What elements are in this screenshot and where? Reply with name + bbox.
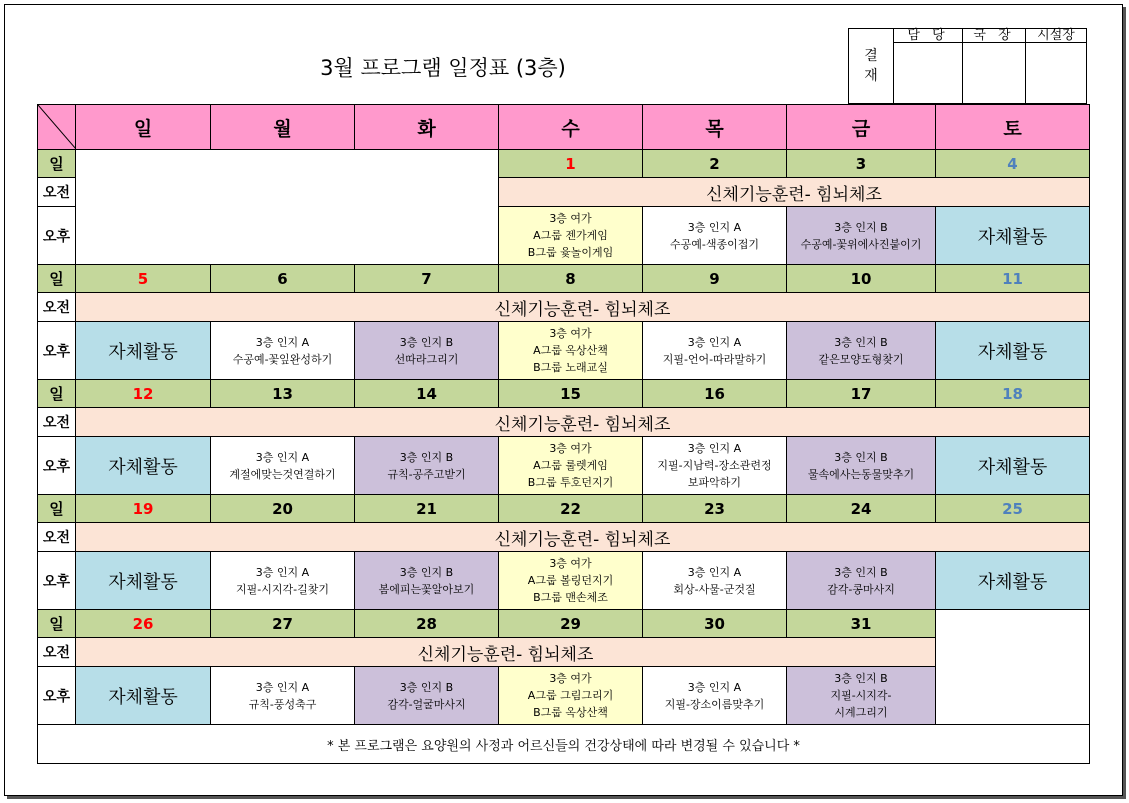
weekday-header-row: [38, 105, 1090, 150]
date-cell: 9: [643, 265, 787, 293]
row-label-day: 일: [38, 495, 76, 523]
self-activity: 자체활동: [936, 207, 1090, 265]
self-activity: 자체활동: [936, 552, 1090, 610]
pm-program-cognitive-a: 3층 인지 A 지필-시지각-길찾기: [211, 552, 355, 610]
date-cell: 12: [76, 380, 211, 408]
date-cell: 2: [643, 150, 787, 178]
pm-program-cognitive-a: 3층 인지 A 수공예-꽃잎완성하기: [211, 322, 355, 380]
row-label-am: 오전: [38, 178, 76, 207]
am-program: 신체기능훈련- 힘뇌체조: [76, 408, 1090, 437]
row-label-am: 오전: [38, 523, 76, 552]
pm-program-cognitive-a: 3층 인지 A 수공예-색종이접기: [643, 207, 787, 265]
approval-label: 결 재: [849, 29, 894, 104]
row-label-day: 일: [38, 380, 76, 408]
date-cell: 15: [499, 380, 643, 408]
pm-row: [38, 322, 1090, 380]
date-cell: 19: [76, 495, 211, 523]
weekday-sun: 일: [76, 105, 211, 150]
approval-sign-director: [963, 43, 1026, 104]
date-cell: 4: [936, 150, 1090, 178]
date-row: [38, 610, 1090, 638]
self-activity: 자체활동: [76, 437, 211, 495]
approval-sign-staff: [894, 43, 963, 104]
pm-program-leisure: 3층 여가 A그룹 옥상산책 B그룹 노래교실: [499, 322, 643, 380]
pm-program-cognitive-b: 3층 인지 B 선따라그리기: [355, 322, 499, 380]
date-cell: 8: [499, 265, 643, 293]
date-cell: 16: [643, 380, 787, 408]
date-cell: 7: [355, 265, 499, 293]
pm-program-cognitive-b: 3층 인지 B 규칙-공주고받기: [355, 437, 499, 495]
approval-box: [848, 28, 1087, 104]
pm-program-cognitive-b: 3층 인지 B 물속에사는동물맞추기: [787, 437, 936, 495]
weekday-fri: 금: [787, 105, 936, 150]
weekday-tue: 화: [355, 105, 499, 150]
date-cell: 22: [499, 495, 643, 523]
date-cell: 1: [499, 150, 643, 178]
date-cell: 29: [499, 610, 643, 638]
pm-program-cognitive-b: 3층 인지 B 감각-콩마사지: [787, 552, 936, 610]
date-cell: 30: [643, 610, 787, 638]
self-activity: 자체활동: [76, 322, 211, 380]
footer-note: * 본 프로그램은 요양원의 사정과 어르신들의 건강상태에 따라 변경될 수 있습니다 *: [38, 725, 1090, 764]
self-activity: 자체활동: [936, 437, 1090, 495]
pm-program-cognitive-b: 3층 인지 B 감각-얼굴마사지: [355, 667, 499, 725]
am-row: [38, 293, 1090, 322]
self-activity: 자체활동: [76, 667, 211, 725]
date-cell: 31: [787, 610, 936, 638]
am-program: 신체기능훈련- 힘뇌체조: [76, 638, 936, 667]
pm-program-cognitive-a: 3층 인지 A 지필-언어-따라말하기: [643, 322, 787, 380]
pm-row: [38, 552, 1090, 610]
date-cell: 11: [936, 265, 1090, 293]
footer-row: [38, 725, 1090, 764]
date-cell: 18: [936, 380, 1090, 408]
date-cell: 28: [355, 610, 499, 638]
pm-program-cognitive-a: 3층 인지 A 지필-장소이름맞추기: [643, 667, 787, 725]
pm-row: [38, 667, 1090, 725]
date-cell: 26: [76, 610, 211, 638]
pm-program-cognitive-b: 3층 인지 B 수공예-꽃위에사진붙이기: [787, 207, 936, 265]
date-cell: 25: [936, 495, 1090, 523]
date-cell: 17: [787, 380, 936, 408]
am-program: 신체기능훈련- 힘뇌체조: [76, 523, 1090, 552]
row-label-day: 일: [38, 610, 76, 638]
row-label-day: 일: [38, 150, 76, 178]
pm-program-cognitive-b: 3층 인지 B 봄에피는꽃알아보기: [355, 552, 499, 610]
date-cell: 24: [787, 495, 936, 523]
row-label-day: 일: [38, 265, 76, 293]
date-cell: 6: [211, 265, 355, 293]
date-row: [38, 380, 1090, 408]
page-title: 3월 프로그램 일정표 (3층): [320, 56, 566, 80]
self-activity: 자체활동: [936, 322, 1090, 380]
date-cell: 20: [211, 495, 355, 523]
row-label-pm: 오후: [38, 667, 76, 725]
empty-cell: [936, 610, 1090, 725]
row-label-pm: 오후: [38, 322, 76, 380]
pm-program-cognitive-b: 3층 인지 B 같은모양도형찾기: [787, 322, 936, 380]
pm-program-cognitive-b: 3층 인지 B 지필-시지각- 시계그리기: [787, 667, 936, 725]
date-cell: 23: [643, 495, 787, 523]
pm-program-cognitive-a: 3층 인지 A 지필-지남력-장소관련정 보파악하기: [643, 437, 787, 495]
approval-sign-head: [1026, 43, 1087, 104]
pm-program-leisure: 3층 여가 A그룹 젠가게임 B그룹 윷놀이게임: [499, 207, 643, 265]
pm-program-cognitive-a: 3층 인지 A 회상-사물-군것질: [643, 552, 787, 610]
row-label-am: 오전: [38, 638, 76, 667]
date-cell: 14: [355, 380, 499, 408]
pm-program-leisure: 3층 여가 A그룹 그림그리기 B그룹 옥상산책: [499, 667, 643, 725]
weekday-thu: 목: [643, 105, 787, 150]
am-program: 신체기능훈련- 힘뇌체조: [76, 293, 1090, 322]
am-program: 신체기능훈련- 힘뇌체조: [499, 178, 1090, 207]
date-cell: 13: [211, 380, 355, 408]
pm-program-cognitive-a: 3층 인지 A 계절에맞는것연결하기: [211, 437, 355, 495]
row-label-pm: 오후: [38, 207, 76, 265]
am-row: [38, 523, 1090, 552]
approval-role-director: 국 장: [963, 29, 1026, 43]
weekday-wed: 수: [499, 105, 643, 150]
weekday-sat: 토: [936, 105, 1090, 150]
row-label-am: 오전: [38, 293, 76, 322]
approval-role-staff: 담 당: [894, 29, 963, 43]
date-cell: 27: [211, 610, 355, 638]
date-row: [38, 495, 1090, 523]
date-row: [38, 265, 1090, 293]
pm-program-leisure: 3층 여가 A그룹 룰렛게임 B그룹 투호던지기: [499, 437, 643, 495]
am-row: [38, 638, 1090, 667]
self-activity: 자체활동: [76, 552, 211, 610]
approval-role-head: 시설장: [1026, 29, 1087, 43]
date-cell: 5: [76, 265, 211, 293]
weekday-mon: 월: [211, 105, 355, 150]
date-cell: 10: [787, 265, 936, 293]
pm-program-leisure: 3층 여가 A그룹 볼링던지기 B그룹 맨손체조: [499, 552, 643, 610]
empty-cell: [76, 150, 499, 265]
row-label-pm: 오후: [38, 552, 76, 610]
pm-row: [38, 437, 1090, 495]
diagonal-line: [38, 105, 76, 149]
am-row: [38, 408, 1090, 437]
date-row: [38, 150, 1090, 178]
corner-cell: [38, 105, 76, 150]
schedule-table: [37, 104, 1090, 764]
date-cell: 21: [355, 495, 499, 523]
date-cell: 3: [787, 150, 936, 178]
row-label-am: 오전: [38, 408, 76, 437]
pm-program-cognitive-a: 3층 인지 A 규칙-풍성축구: [211, 667, 355, 725]
row-label-pm: 오후: [38, 437, 76, 495]
